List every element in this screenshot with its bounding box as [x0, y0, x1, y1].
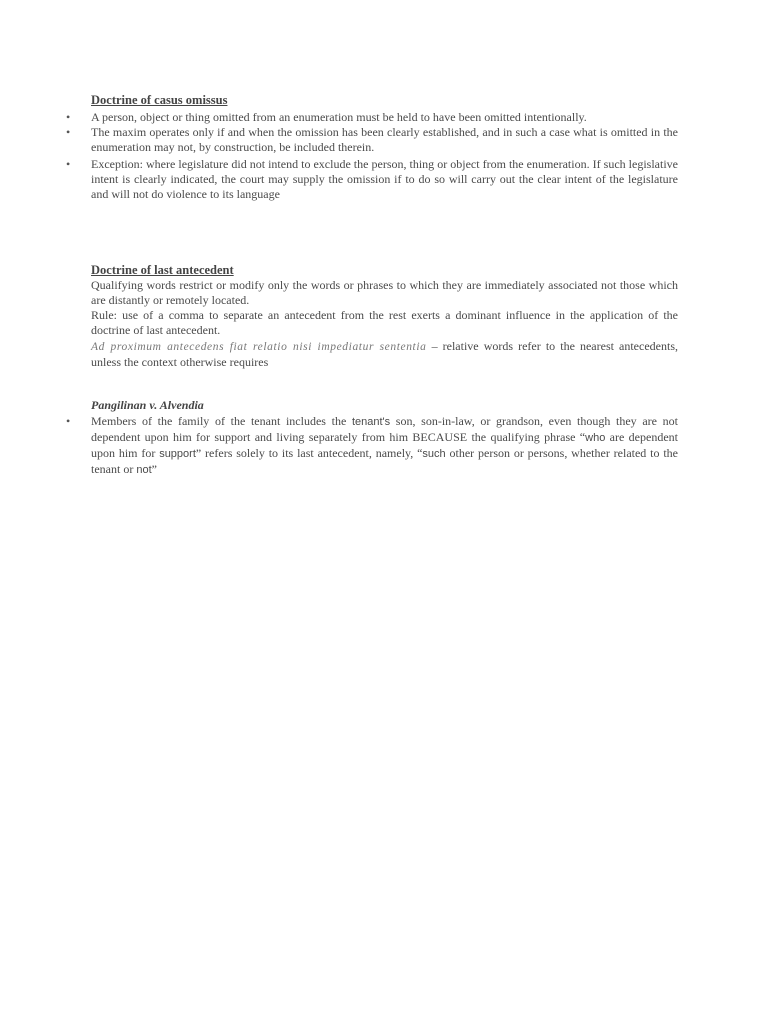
list-item: [0, 414, 678, 478]
list-item-text: A person, object or thing omitted from an enumeration must be held to have been omitted intentionally.: [91, 110, 587, 124]
casus-omissus-list: [0, 110, 768, 202]
case-word-who: who: [585, 432, 606, 444]
case-list: [0, 414, 768, 478]
case-title: Pangilinan v. Alvendia: [91, 398, 204, 412]
case-word-tenants: tenant's: [351, 416, 391, 428]
case-text-3: are dependent upon him for: [91, 430, 678, 460]
list-item-text: Exception: where legislature did not intend to exclude the person, thing or object from the enumeration. If such legislative intent is clearly indicated, the court may supply the omission if to do so will carry out the clear intent of the legislature and will not do violence to its language: [91, 157, 678, 201]
list-item: [0, 110, 678, 125]
bullet-icon: •: [66, 110, 71, 124]
list-item-text: The maxim operates only if and when the omission has been clearly established, and in such a case what is omitted in the enumeration may not, by construction, be included therein.: [91, 125, 678, 154]
latin-maxim-explanation: – relative words refer to the nearest antecedents, unless the context otherwise requires: [91, 339, 678, 369]
latin-maxim: Ad proximum antecedens fiat relatio nisi impediatur sententia: [91, 341, 427, 353]
latin-maxim-paragraph: [91, 339, 678, 370]
bullet-icon: •: [66, 125, 71, 139]
case-text-2: son, son-in-law, or grandson, even though they are not dependent upon him for support and living separately from him BECAUSE the qualifying phrase “: [91, 414, 678, 444]
bullet-icon: •: [66, 157, 71, 171]
case-text-5: other person or persons, whether related to the tenant or: [91, 446, 678, 476]
bullet-icon: •: [66, 414, 71, 428]
last-antecedent-definition: Qualifying words restrict or modify only the words or phrases to which they are immediately associated not those which are distantly or remotely located.: [91, 278, 678, 307]
last-antecedent-rule: Rule: use of a comma to separate an antecedent from the rest exerts a dominant influence in the application of the doctrine of last antecedent.: [91, 308, 678, 337]
case-word-support: support: [159, 448, 196, 460]
list-item: [0, 157, 678, 202]
last-antecedent-heading: Doctrine of last antecedent: [91, 263, 234, 277]
case-word-such: such: [422, 448, 446, 460]
case-text-4: ” refers solely to its last antecedent, namely, “: [195, 446, 423, 460]
casus-omissus-heading: Doctrine of casus omissus: [91, 93, 228, 107]
case-text-1: Members of the family of the tenant includes the: [91, 414, 352, 428]
case-word-not: not: [136, 464, 152, 476]
list-item: [0, 125, 678, 155]
case-text-6: ”: [151, 462, 157, 476]
